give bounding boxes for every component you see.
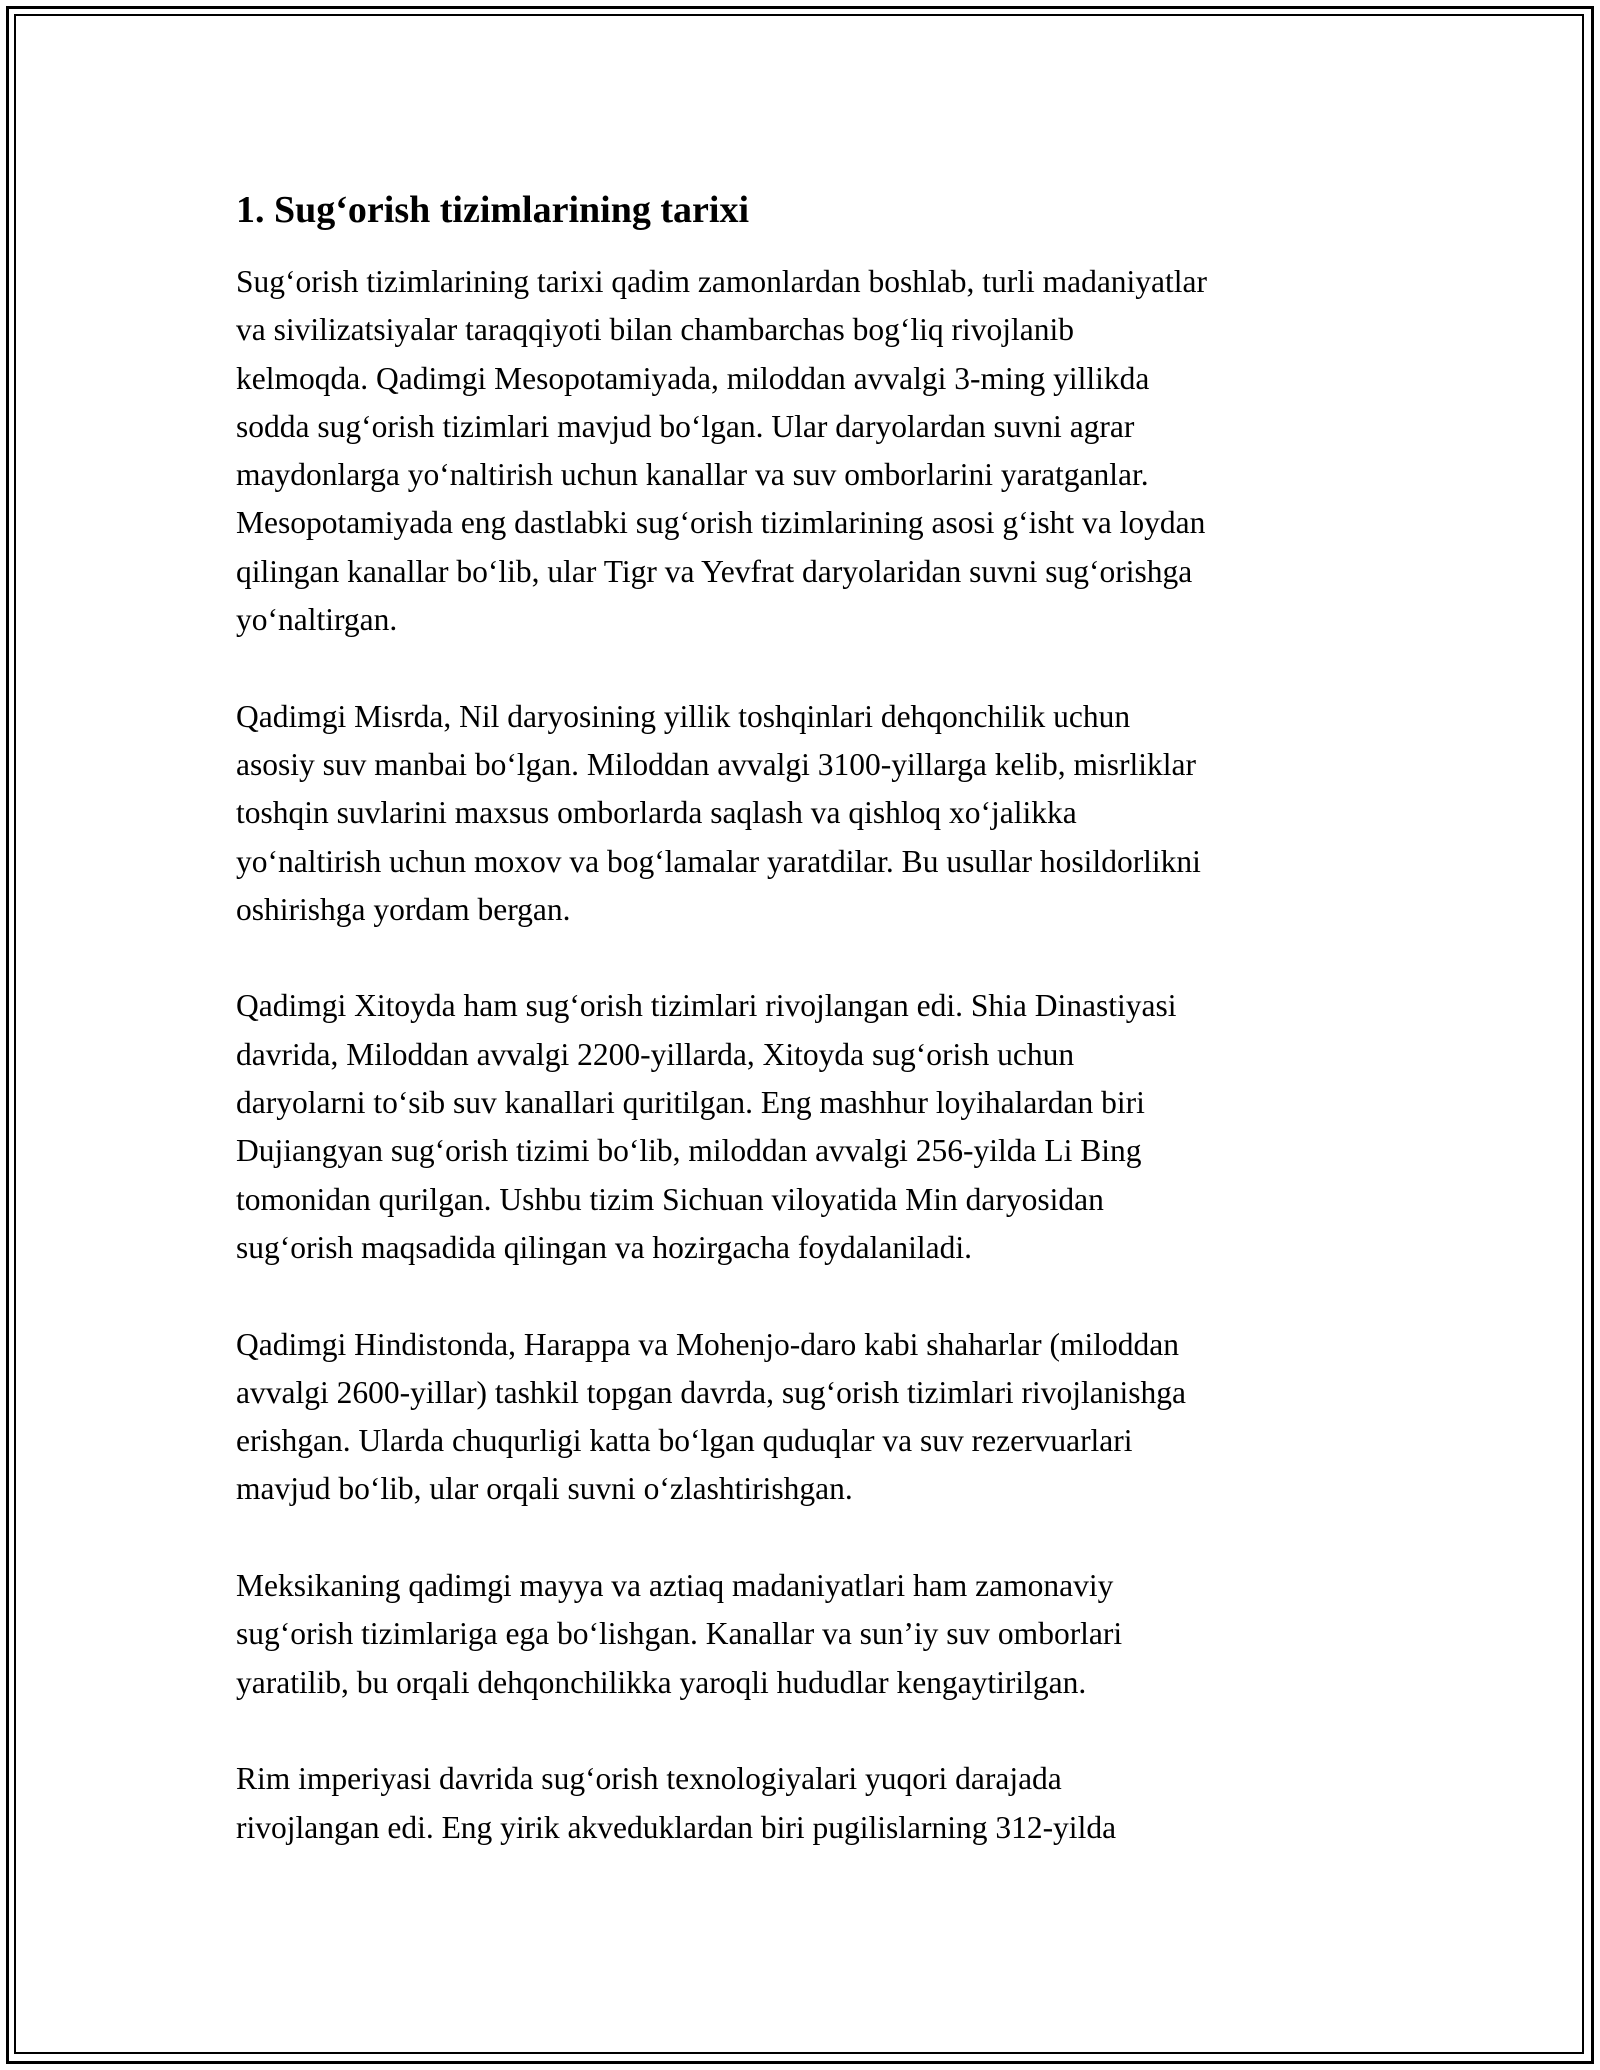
text-line: Qadimgi Xitoyda ham sug‘orish tizimlari rivojlangan edi. Shia Dinastiyasi [236,988,1177,1024]
text-line: yo‘naltirgan. [236,602,398,638]
paragraph-mesopotamia [236,258,1386,644]
paragraph-egypt [236,693,1386,934]
paragraph-rome [236,1755,1386,1852]
paragraph-mexico [236,1562,1386,1707]
text-line: rivojlangan edi. Eng yirik akveduklardan biri pugilislarning 312-yilda [236,1809,1117,1845]
text-line: maydonlarga yo‘naltirish uchun kanallar va suv omborlarini yaratganlar. [236,457,1149,493]
text-line: Rim imperiyasi davrida sug‘orish texnologiyalari yuqori darajada [236,1761,1062,1797]
text-line: toshqin suvlarini maxsus omborlarda saqlash va qishloq xo‘jalikka [236,795,1077,831]
text-line: Meksikaning qadimgi mayya va aztiaq madaniyatlari ham zamonaviy [236,1568,1114,1604]
text-line: yo‘naltirish uchun moxov va bog‘lamalar yaratdilar. Bu usullar hosildorlikni [236,843,1201,879]
text-line: kelmoqda. Qadimgi Mesopotamiyada, miloddan avvalgi 3-ming yillikda [236,360,1150,396]
paragraph-india [236,1321,1386,1514]
document-page [236,186,1386,1900]
text-line: Qadimgi Hindistonda, Harappa va Mohenjo-daro kabi shaharlar (miloddan [236,1326,1179,1362]
text-line: Sug‘orish tizimlarining tarixi qadim zamonlardan boshlab, turli madaniyatlar [236,264,1208,299]
text-line: sug‘orish maqsadida qilingan va hozirgacha foydalaniladi. [236,1229,972,1265]
text-line: erishgan. Ularda chuqurligi katta bo‘lgan quduqlar va suv rezervuarlari [236,1423,1133,1459]
text-line: oshirishga yordam bergan. [236,891,571,927]
text-line: avvalgi 2600-yillar) tashkil topgan davrda, sug‘orish tizimlari rivojlanishga [236,1374,1187,1410]
text-line: qilingan kanallar bo‘lib, ular Tigr va Yevfrat daryolaridan suvni sug‘orishga [236,553,1193,589]
text-line: davrida, Miloddan avvalgi 2200-yillarda, Xitoyda sug‘orish uchun [236,1036,1075,1072]
section-heading: 1. Sug‘orish tizimlarining tarixi [236,189,749,231]
paragraph-china [236,982,1386,1272]
text-line: Dujiangyan sug‘orish tizimi bo‘lib, miloddan avvalgi 256-yilda Li Bing [236,1133,1142,1169]
text-line: asosiy suv manbai bo‘lgan. Miloddan avvalgi 3100-yillarga kelib, misrliklar [236,746,1196,782]
text-line: Qadimgi Misrda, Nil daryosining yillik toshqinlari dehqonchilik uchun [236,698,1131,734]
text-line: Mesopotamiyada eng dastlabki sug‘orish tizimlarining asosi g‘isht va loydan [236,505,1206,541]
text-line: daryolarni to‘sib suv kanallari quritilgan. Eng mashhur loyihalardan biri [236,1085,1145,1121]
text-line: va sivilizatsiyalar taraqqiyoti bilan chambarchas bog‘liq rivojlanib [236,312,1074,348]
text-line: tomonidan qurilgan. Ushbu tizim Sichuan viloyatida Min daryosidan [236,1181,1104,1217]
text-line: mavjud bo‘lib, ular orqali suvni o‘zlashtirishgan. [236,1471,853,1507]
text-line: yaratilib, bu orqali dehqonchilikka yaroqli hududlar kengaytirilgan. [236,1664,1087,1700]
text-line: sug‘orish tizimlariga ega bo‘lishgan. Kanallar va sun’iy suv omborlari [236,1616,1123,1652]
text-line: sodda sug‘orish tizimlari mavjud bo‘lgan. Ular daryolardan suvni agrar [236,408,1135,444]
